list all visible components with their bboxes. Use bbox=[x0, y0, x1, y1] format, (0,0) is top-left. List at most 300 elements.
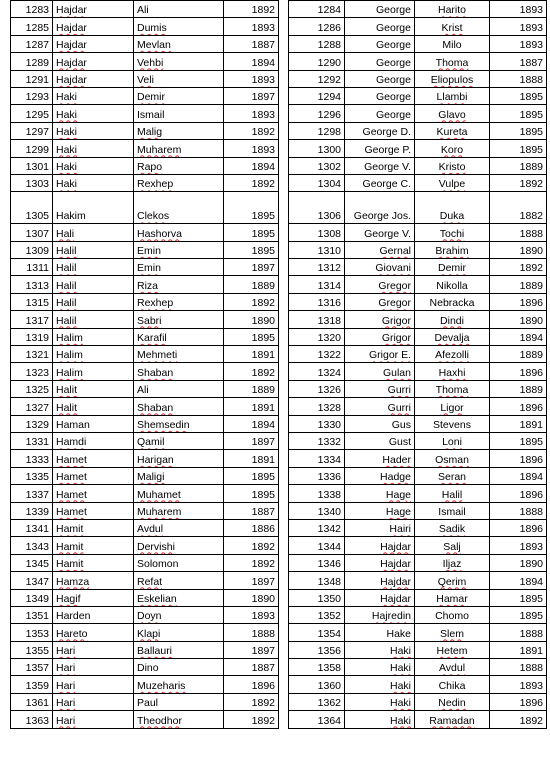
last-name bbox=[415, 328, 490, 345]
birth-year-text: 1893 bbox=[251, 108, 275, 121]
birth-year bbox=[490, 711, 547, 728]
first-name-text: Haki bbox=[56, 160, 78, 173]
table-row bbox=[289, 554, 547, 571]
last-name-text: Mehmeti bbox=[137, 349, 178, 362]
first-name bbox=[345, 276, 415, 293]
record-id bbox=[11, 398, 53, 415]
first-name bbox=[345, 554, 415, 571]
birth-year-text: 1894 bbox=[519, 471, 543, 484]
birth-year-text: 1890 bbox=[519, 314, 543, 327]
first-name bbox=[53, 380, 134, 397]
first-name bbox=[345, 380, 415, 397]
table-row bbox=[289, 105, 547, 122]
last-name bbox=[134, 70, 224, 87]
record-id bbox=[289, 241, 345, 258]
first-name bbox=[345, 87, 415, 104]
first-name bbox=[53, 70, 134, 87]
first-name bbox=[345, 624, 415, 641]
birth-year-text: 1890 bbox=[519, 558, 543, 571]
table-row bbox=[11, 676, 279, 693]
table-row bbox=[11, 224, 279, 241]
last-name-text: Kristo bbox=[438, 160, 466, 173]
table-row bbox=[11, 157, 279, 174]
first-name bbox=[53, 572, 134, 589]
birth-year bbox=[490, 224, 547, 241]
table-row bbox=[289, 18, 547, 35]
table-row bbox=[11, 572, 279, 589]
record-id bbox=[11, 554, 53, 571]
record-id bbox=[11, 35, 53, 52]
last-name-text: Emin bbox=[137, 262, 161, 275]
last-name bbox=[134, 432, 224, 449]
record-id-text: 1310 bbox=[317, 245, 341, 258]
first-name bbox=[53, 311, 134, 328]
last-name bbox=[415, 259, 490, 276]
table-row bbox=[289, 276, 547, 293]
first-name bbox=[345, 259, 415, 276]
record-id bbox=[11, 415, 53, 432]
table-row bbox=[11, 624, 279, 641]
first-name-text: Gulan bbox=[382, 366, 411, 379]
birth-year bbox=[490, 276, 547, 293]
last-name-text: Harito bbox=[437, 4, 466, 17]
record-id-text: 1334 bbox=[317, 453, 341, 466]
record-id-text: 1358 bbox=[317, 662, 341, 675]
birth-year-text: 1891 bbox=[519, 645, 543, 658]
birth-year bbox=[490, 432, 547, 449]
last-name-text: Duka bbox=[439, 210, 465, 223]
record-id-text: 1324 bbox=[317, 366, 341, 379]
birth-year bbox=[224, 537, 279, 554]
birth-year-text: 1897 bbox=[251, 91, 275, 104]
first-name-text: Haki bbox=[389, 697, 411, 710]
birth-year bbox=[224, 502, 279, 519]
table-row bbox=[289, 140, 547, 157]
first-name bbox=[53, 157, 134, 174]
table-row bbox=[11, 485, 279, 502]
record-id-text: 1331 bbox=[25, 436, 49, 449]
birth-year bbox=[490, 693, 547, 710]
birth-year-text: 1896 bbox=[519, 297, 543, 310]
birth-year bbox=[490, 192, 547, 224]
last-name bbox=[415, 311, 490, 328]
record-id bbox=[289, 105, 345, 122]
last-name bbox=[134, 676, 224, 693]
first-name bbox=[53, 624, 134, 641]
first-name bbox=[53, 711, 134, 728]
birth-year bbox=[224, 105, 279, 122]
first-name-text: Haki bbox=[389, 714, 411, 727]
birth-year bbox=[224, 467, 279, 484]
last-name-text: Koro bbox=[440, 143, 464, 156]
last-name-text: Riza bbox=[137, 279, 159, 292]
first-name bbox=[345, 293, 415, 310]
last-name bbox=[415, 676, 490, 693]
table-row bbox=[11, 35, 279, 52]
record-id bbox=[11, 450, 53, 467]
birth-year-text: 1894 bbox=[251, 160, 275, 173]
birth-year bbox=[490, 311, 547, 328]
birth-year-text: 1895 bbox=[251, 488, 275, 501]
record-id-text: 1298 bbox=[317, 126, 341, 139]
last-name-text: Llambi bbox=[436, 91, 468, 104]
record-id-text: 1330 bbox=[317, 418, 341, 431]
first-name bbox=[53, 192, 134, 224]
first-name bbox=[53, 276, 134, 293]
record-id bbox=[11, 589, 53, 606]
last-name-text: Eskelian bbox=[137, 592, 177, 605]
birth-year bbox=[490, 485, 547, 502]
first-name-text: Haki bbox=[389, 662, 411, 675]
first-name-text: Halil bbox=[56, 314, 77, 327]
record-id-text: 1296 bbox=[317, 108, 341, 121]
birth-year-text: 1891 bbox=[251, 401, 275, 414]
birth-year bbox=[224, 554, 279, 571]
first-name-text: Hari bbox=[56, 697, 76, 710]
last-name-text: Clekos bbox=[137, 210, 170, 223]
first-name-text: Gust bbox=[388, 436, 411, 449]
first-name-text: Haki bbox=[56, 178, 78, 191]
birth-year bbox=[490, 259, 547, 276]
table-row bbox=[11, 122, 279, 139]
last-name-text: Ali bbox=[137, 4, 149, 17]
last-name-text: Stevens bbox=[433, 418, 471, 431]
first-name bbox=[53, 87, 134, 104]
table-row bbox=[289, 589, 547, 606]
last-name bbox=[134, 398, 224, 415]
first-name bbox=[345, 328, 415, 345]
record-id-text: 1357 bbox=[25, 662, 49, 675]
last-name-text: Brahim bbox=[435, 245, 469, 258]
birth-year bbox=[224, 485, 279, 502]
last-name-text: Doyn bbox=[137, 610, 162, 623]
record-id-text: 1311 bbox=[26, 262, 49, 275]
birth-year-text: 1897 bbox=[251, 262, 275, 275]
record-id-text: 1308 bbox=[317, 227, 341, 240]
first-name bbox=[345, 432, 415, 449]
record-id-text: 1352 bbox=[317, 610, 341, 623]
last-name-text: Iljaz bbox=[442, 558, 462, 571]
birth-year-text: 1893 bbox=[519, 39, 543, 52]
record-id bbox=[289, 450, 345, 467]
last-name bbox=[415, 467, 490, 484]
birth-year-text: 1896 bbox=[519, 697, 543, 710]
first-name bbox=[53, 519, 134, 536]
record-id-text: 1295 bbox=[25, 108, 49, 121]
last-name bbox=[134, 624, 224, 641]
last-name-text: Karafil bbox=[137, 332, 167, 345]
first-name-text: Gregor bbox=[378, 279, 411, 292]
table-row bbox=[11, 589, 279, 606]
first-name-text: Grigor bbox=[381, 314, 411, 327]
first-name-text: Hage bbox=[385, 505, 411, 518]
birth-year bbox=[224, 363, 279, 380]
last-name bbox=[134, 554, 224, 571]
birth-year bbox=[490, 415, 547, 432]
first-name-text: Halit bbox=[56, 401, 78, 414]
last-name bbox=[134, 415, 224, 432]
last-name bbox=[134, 346, 224, 363]
first-name-text: Hamza bbox=[56, 575, 90, 588]
birth-year bbox=[224, 224, 279, 241]
birth-year bbox=[490, 554, 547, 571]
birth-year bbox=[224, 18, 279, 35]
table-row bbox=[11, 693, 279, 710]
last-name-text: Chomo bbox=[435, 610, 469, 623]
birth-year bbox=[224, 70, 279, 87]
table-row bbox=[11, 398, 279, 415]
birth-year bbox=[224, 276, 279, 293]
birth-year-text: 1887 bbox=[251, 39, 275, 52]
birth-year-text: 1895 bbox=[519, 143, 543, 156]
first-name-text: Gernal bbox=[379, 245, 411, 258]
record-id-text: 1360 bbox=[317, 679, 341, 692]
table-row bbox=[11, 502, 279, 519]
record-id-text: 1335 bbox=[25, 471, 49, 484]
record-id bbox=[11, 624, 53, 641]
birth-year bbox=[490, 606, 547, 623]
birth-year-text: 1888 bbox=[519, 73, 543, 86]
record-id bbox=[289, 659, 345, 676]
birth-year-text: 1891 bbox=[251, 349, 275, 362]
record-id bbox=[11, 192, 53, 224]
first-name bbox=[345, 105, 415, 122]
last-name-text: Ramadan bbox=[429, 714, 475, 727]
last-name-text: Hetem bbox=[436, 645, 468, 658]
last-name bbox=[134, 485, 224, 502]
birth-year-text: 1892 bbox=[251, 366, 275, 379]
record-id bbox=[11, 346, 53, 363]
last-name bbox=[415, 157, 490, 174]
record-id-text: 1302 bbox=[317, 160, 341, 173]
record-id bbox=[11, 311, 53, 328]
last-name bbox=[415, 572, 490, 589]
birth-year-text: 1892 bbox=[251, 558, 275, 571]
first-name-text: George V. bbox=[364, 160, 411, 173]
record-id bbox=[289, 589, 345, 606]
first-name bbox=[53, 537, 134, 554]
birth-year bbox=[490, 105, 547, 122]
first-name bbox=[345, 519, 415, 536]
table-row bbox=[11, 432, 279, 449]
record-id-text: 1353 bbox=[25, 627, 49, 640]
last-name bbox=[415, 519, 490, 536]
last-name bbox=[415, 140, 490, 157]
last-name bbox=[415, 241, 490, 258]
birth-year bbox=[224, 432, 279, 449]
last-name-text: Ali bbox=[137, 384, 149, 397]
birth-year bbox=[224, 157, 279, 174]
table-row bbox=[289, 624, 547, 641]
birth-year-text: 1889 bbox=[519, 349, 543, 362]
table-row bbox=[289, 641, 547, 658]
birth-year bbox=[490, 676, 547, 693]
first-name-text: George Jos. bbox=[353, 210, 411, 223]
birth-year bbox=[490, 363, 547, 380]
first-name bbox=[53, 174, 134, 191]
first-name bbox=[53, 485, 134, 502]
last-name-text: Muhamet bbox=[137, 488, 181, 501]
last-name bbox=[134, 502, 224, 519]
record-id bbox=[289, 363, 345, 380]
table-row bbox=[289, 259, 547, 276]
first-name-text: Hajredin bbox=[371, 610, 411, 623]
last-name bbox=[415, 70, 490, 87]
record-id-text: 1361 bbox=[25, 697, 49, 710]
table-row bbox=[11, 641, 279, 658]
last-name bbox=[134, 1, 224, 18]
last-name-text: Sabri bbox=[137, 314, 162, 327]
table-row bbox=[11, 53, 279, 70]
last-name-text: Solomon bbox=[137, 558, 179, 571]
record-id-text: 1312 bbox=[317, 262, 341, 275]
table-row bbox=[11, 328, 279, 345]
table-row bbox=[289, 415, 547, 432]
birth-year-text: 1891 bbox=[519, 418, 543, 431]
birth-year-text: 1890 bbox=[251, 314, 275, 327]
last-name bbox=[415, 293, 490, 310]
record-id bbox=[11, 1, 53, 18]
birth-year-text: 1896 bbox=[519, 488, 543, 501]
record-id-text: 1293 bbox=[25, 91, 49, 104]
birth-year-text: 1892 bbox=[251, 714, 275, 727]
record-id-text: 1327 bbox=[25, 401, 49, 414]
first-name-text: Haki bbox=[389, 679, 411, 692]
record-id bbox=[289, 157, 345, 174]
birth-year bbox=[224, 53, 279, 70]
last-name-text: Nebracka bbox=[429, 297, 475, 310]
record-id bbox=[289, 328, 345, 345]
record-id bbox=[11, 519, 53, 536]
record-id bbox=[289, 398, 345, 415]
birth-year bbox=[490, 35, 547, 52]
birth-year-text: 1892 bbox=[251, 697, 275, 710]
last-name-text: Haxhi bbox=[438, 366, 466, 379]
first-name bbox=[53, 676, 134, 693]
birth-year-text: 1892 bbox=[251, 4, 275, 17]
record-id bbox=[289, 35, 345, 52]
first-name-text: Hajdar bbox=[380, 592, 411, 605]
record-id-text: 1286 bbox=[317, 21, 341, 34]
record-id bbox=[11, 641, 53, 658]
first-name bbox=[345, 311, 415, 328]
last-name bbox=[134, 105, 224, 122]
record-id bbox=[11, 70, 53, 87]
first-name bbox=[53, 554, 134, 571]
first-name bbox=[345, 35, 415, 52]
record-id-text: 1319 bbox=[25, 332, 49, 345]
first-name-text: Hamet bbox=[56, 505, 87, 518]
birth-year bbox=[490, 450, 547, 467]
last-name bbox=[134, 157, 224, 174]
record-id-text: 1338 bbox=[317, 488, 341, 501]
first-name-text: Halil bbox=[56, 262, 77, 275]
first-name-text: Hamit bbox=[56, 540, 84, 553]
birth-year-text: 1886 bbox=[251, 523, 275, 536]
birth-year bbox=[490, 572, 547, 589]
last-name-text: Salj bbox=[443, 540, 461, 553]
first-name bbox=[345, 606, 415, 623]
last-name-text: Qamil bbox=[137, 436, 165, 449]
table-row bbox=[289, 311, 547, 328]
first-name bbox=[345, 140, 415, 157]
table-row bbox=[11, 415, 279, 432]
record-id-text: 1363 bbox=[25, 714, 49, 727]
last-name-text: Dervishi bbox=[137, 540, 175, 553]
record-id-text: 1354 bbox=[317, 627, 341, 640]
record-id bbox=[289, 502, 345, 519]
last-name bbox=[134, 53, 224, 70]
first-name-text: George bbox=[375, 91, 411, 104]
first-name-text: Hajdar bbox=[56, 4, 87, 17]
table-row bbox=[289, 537, 547, 554]
birth-year bbox=[490, 659, 547, 676]
birth-year bbox=[224, 192, 279, 224]
birth-year bbox=[224, 589, 279, 606]
last-name-text: Tochi bbox=[439, 227, 465, 240]
first-name-text: Hamit bbox=[56, 558, 84, 571]
first-name bbox=[53, 641, 134, 658]
first-name bbox=[345, 241, 415, 258]
birth-year-text: 1895 bbox=[519, 108, 543, 121]
table-row bbox=[11, 519, 279, 536]
record-id-text: 1325 bbox=[25, 384, 49, 397]
birth-year bbox=[224, 450, 279, 467]
table-row bbox=[289, 450, 547, 467]
birth-year bbox=[224, 293, 279, 310]
last-name-text: Ismail bbox=[438, 505, 466, 518]
last-name bbox=[134, 641, 224, 658]
record-id bbox=[11, 105, 53, 122]
record-id-text: 1289 bbox=[25, 56, 49, 69]
record-id bbox=[289, 311, 345, 328]
last-name-text: Refat bbox=[137, 575, 163, 588]
last-name-text: Ismail bbox=[137, 108, 165, 121]
birth-year-text: 1889 bbox=[519, 160, 543, 173]
table-row bbox=[11, 259, 279, 276]
first-name bbox=[345, 537, 415, 554]
record-id-text: 1326 bbox=[317, 384, 341, 397]
birth-year bbox=[490, 398, 547, 415]
birth-year-text: 1896 bbox=[519, 366, 543, 379]
last-name-text: Osman bbox=[435, 453, 469, 466]
record-id bbox=[11, 572, 53, 589]
last-name bbox=[134, 122, 224, 139]
birth-year bbox=[224, 87, 279, 104]
record-id bbox=[289, 693, 345, 710]
table-row bbox=[11, 241, 279, 258]
table-row bbox=[11, 554, 279, 571]
first-name-text: Hake bbox=[386, 627, 411, 640]
last-name bbox=[134, 537, 224, 554]
first-name-text: Haki bbox=[389, 645, 411, 658]
first-name bbox=[345, 18, 415, 35]
table-row bbox=[289, 519, 547, 536]
record-id bbox=[11, 293, 53, 310]
record-id-text: 1340 bbox=[317, 505, 341, 518]
last-name-text: Dindi bbox=[440, 314, 464, 327]
first-name-text: Halil bbox=[56, 297, 77, 310]
birth-year bbox=[490, 87, 547, 104]
last-name bbox=[134, 18, 224, 35]
last-name bbox=[415, 693, 490, 710]
table-row bbox=[289, 35, 547, 52]
record-id-text: 1318 bbox=[317, 314, 341, 327]
record-id-text: 1309 bbox=[25, 245, 49, 258]
birth-year-text: 1889 bbox=[251, 279, 275, 292]
table-row bbox=[11, 537, 279, 554]
birth-year bbox=[224, 122, 279, 139]
